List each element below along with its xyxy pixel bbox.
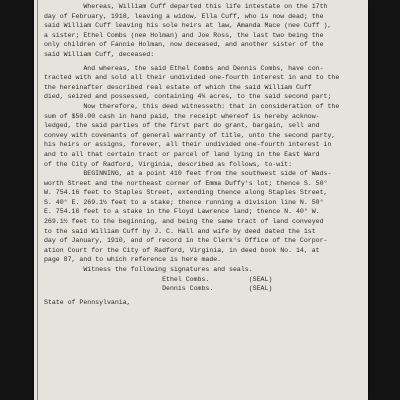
signature-line: Ethel Combs. (SEAL) — [44, 275, 273, 283]
text-line: ation Court for the City of Radford, Virginia, in deed book No. 14, at — [44, 246, 320, 254]
text-line: Whereas, William Cuff departed this life intestate on the 17th — [44, 3, 328, 10]
text-line: day of February, 1918, leaving a widow, Ella Cuff, who is now dead; the — [44, 12, 324, 20]
text-line: of the City of Radford, Virginia, described as follows, to-wit: — [44, 160, 293, 168]
text-line: W. 754.16 feet to Staples Street, extending thence along Staples Street, — [44, 189, 328, 197]
text-line: ledged, the said parties of the first part do grant, bargain, sell and — [44, 122, 320, 130]
text-line: a sister; Ethel Combs (nee Holman) and Joe Ross, the last two being the — [44, 31, 324, 39]
text-line: 269.1½ feet to the beginning, and being the same tract of land conveyed — [44, 218, 324, 226]
text-line: tracted with and sold all their undivided one-fourth interest in and to the — [44, 74, 340, 82]
text-line: died, seized and possessed, containing 4¾ acres, to the said second part; — [44, 93, 332, 101]
signature-line: Dennis Combs. (SEAL) — [44, 285, 273, 293]
document-page — [34, 0, 368, 400]
text-line: Witness the following signatures and seals. — [44, 266, 253, 274]
text-line: page 87, and to which reference is here made. — [44, 256, 222, 264]
text-line: Now therefore, this deed witnesseth: that in consideration of the — [44, 102, 340, 110]
text-line: said William Cuff, deceased: — [44, 50, 155, 58]
text-line: only children of Fannie Holman, now deceased, and another sister of the — [44, 41, 324, 49]
text-line: sum of $50.00 cash in hand paid, the receipt whereof is hereby acknow- — [44, 112, 320, 120]
deed-text — [44, 2, 366, 307]
text-line: S. 40° E. 269.1½ feet to a stake; thence running a division line N. 50° — [44, 198, 324, 206]
text-line: to the said William Cuff by J. C. Hall and wife by deed dated the 1st — [44, 227, 316, 235]
text-line: and to all that certain tract or parcel of land lying in the East Ward — [44, 150, 320, 158]
text-line: worth Street and the northeast corner of Emma Duffy's lot; thence S. 50° — [44, 179, 328, 187]
text-line: said William Cuff leaving his sole heirs at law, Amanda Mace (nee Cuff ), — [44, 22, 332, 30]
text-line: the hereinafter described real estate of which the said William Cuff — [44, 83, 312, 91]
text-line: day of January, 1910, and of record in the Clerk's Office of the Corpor- — [44, 237, 328, 245]
text-line: his heirs or assigns, forever, all their undivided one-fourth interest in — [44, 141, 332, 149]
page-margin-line — [37, 0, 38, 400]
text-line: State of Pennsylvania, — [44, 298, 131, 306]
text-line: E. 754.16 feet to a stake in the Floyd Lawrence land; thence N. 40° W. — [44, 208, 320, 216]
text-line: convey with covenants of general warranty of title, unto the second party, — [44, 131, 336, 139]
text-line: And whereas, the said Ethel Combs and Dennis Combs, have con- — [44, 64, 324, 72]
text-line: BEGINNING, at a point 410 feet from the southwest side of Wads- — [44, 170, 332, 178]
